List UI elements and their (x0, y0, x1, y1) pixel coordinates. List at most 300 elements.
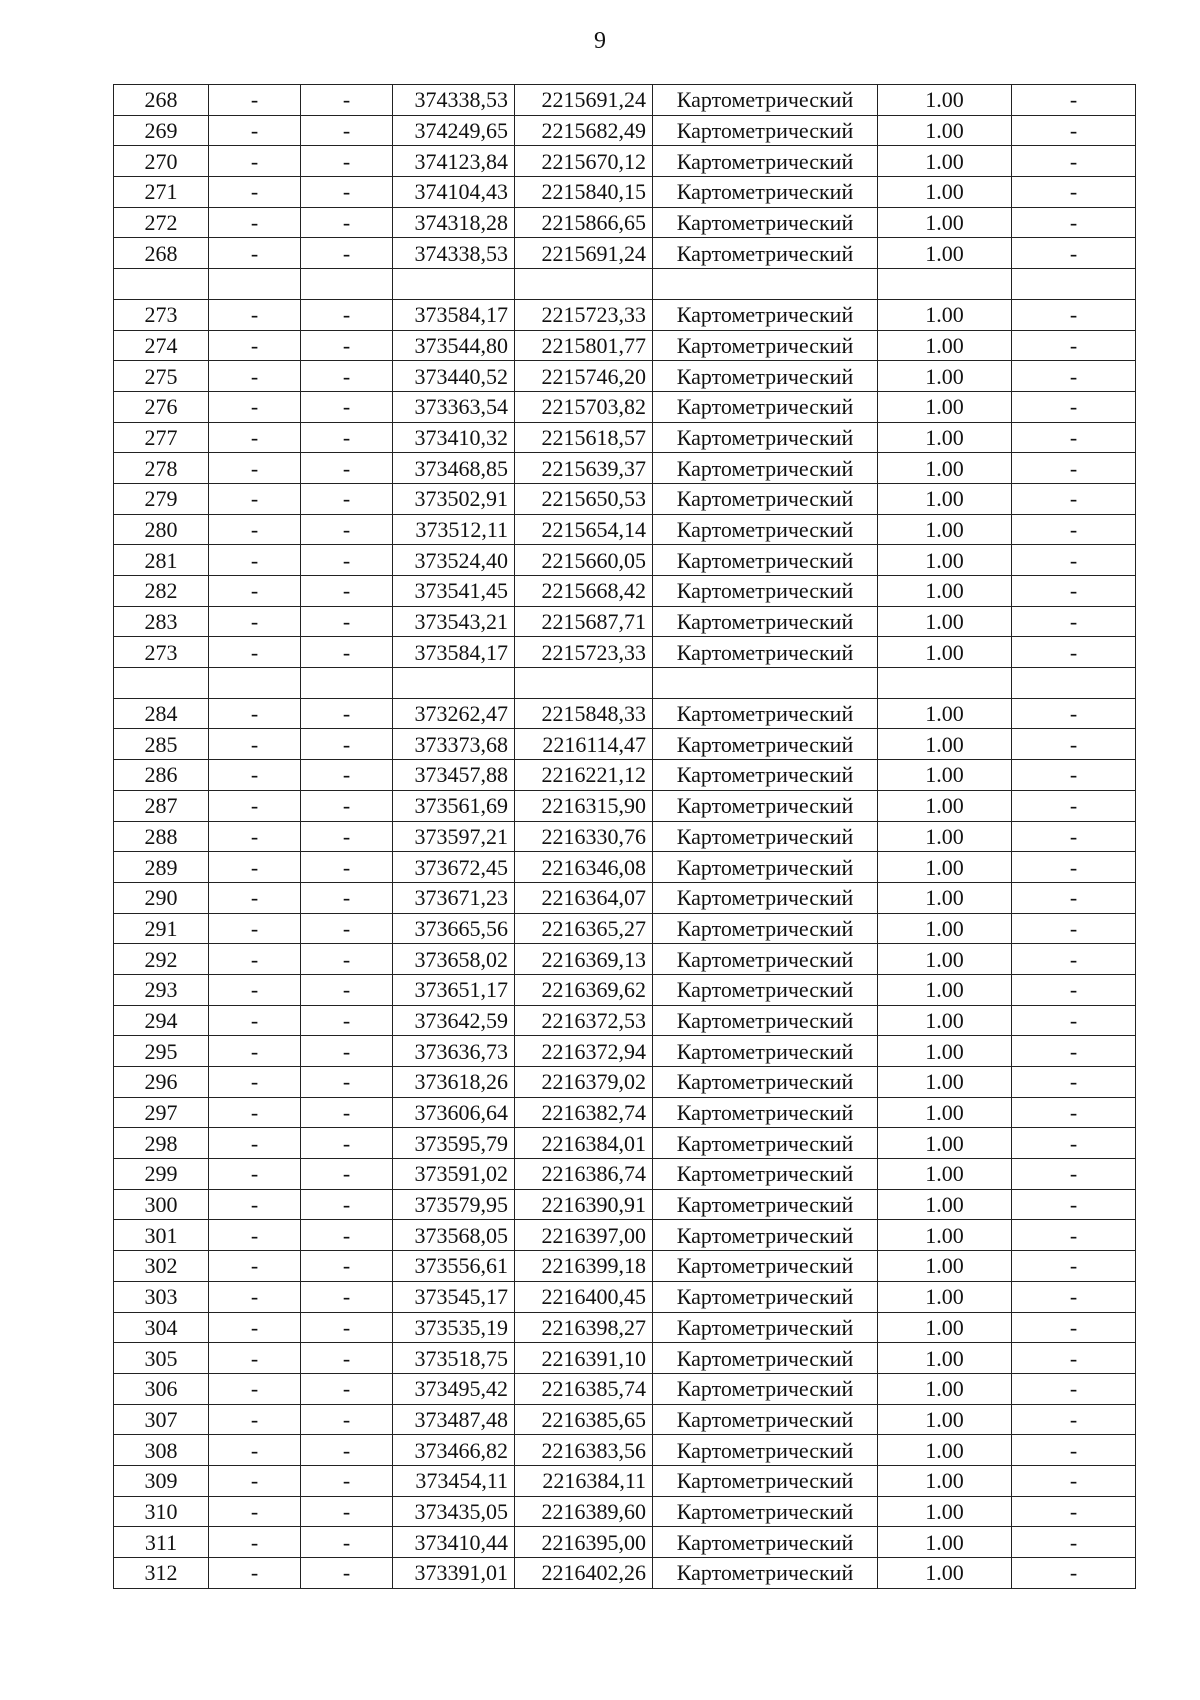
description-cell: - (1012, 1343, 1136, 1374)
point-number-cell: 298 (114, 1128, 209, 1159)
accuracy-cell: 1.00 (878, 1373, 1012, 1404)
description-cell: - (1012, 790, 1136, 821)
old-x-cell: - (209, 146, 301, 177)
accuracy-cell: 1.00 (878, 177, 1012, 208)
old-y-cell: - (301, 1373, 393, 1404)
accuracy-cell: 1.00 (878, 207, 1012, 238)
table-row (114, 637, 1136, 668)
table-row (114, 913, 1136, 944)
accuracy-cell: 1.00 (878, 852, 1012, 883)
y-coordinate-cell: 2216389,60 (515, 1496, 653, 1527)
y-coordinate-cell: 2216372,53 (515, 1005, 653, 1036)
description-cell: - (1012, 1281, 1136, 1312)
y-coordinate-cell: 2216372,94 (515, 1036, 653, 1067)
old-x-cell: - (209, 330, 301, 361)
point-number-cell: 271 (114, 177, 209, 208)
coordinates-table (113, 84, 1136, 1589)
table-spacer-row (114, 269, 1136, 300)
x-coordinate-cell: 373543,21 (393, 606, 515, 637)
description-cell: - (1012, 576, 1136, 607)
method-cell: Картометрический (653, 1404, 878, 1435)
y-coordinate-cell: 2216330,76 (515, 821, 653, 852)
x-coordinate-cell: 373672,45 (393, 852, 515, 883)
old-x-cell: - (209, 576, 301, 607)
description-cell: - (1012, 453, 1136, 484)
point-number-cell: 288 (114, 821, 209, 852)
coordinates-table-body (114, 85, 1136, 1589)
accuracy-cell: 1.00 (878, 1404, 1012, 1435)
y-coordinate-cell: 2216385,65 (515, 1404, 653, 1435)
point-number-cell: 268 (114, 85, 209, 116)
y-coordinate-cell (515, 668, 653, 699)
old-y-cell: - (301, 545, 393, 576)
x-coordinate-cell: 373512,11 (393, 514, 515, 545)
point-number-cell: 295 (114, 1036, 209, 1067)
table-row (114, 1159, 1136, 1190)
description-cell: - (1012, 422, 1136, 453)
table-row (114, 882, 1136, 913)
x-coordinate-cell: 373545,17 (393, 1281, 515, 1312)
method-cell: Картометрический (653, 698, 878, 729)
old-y-cell: - (301, 177, 393, 208)
method-cell: Картометрический (653, 1036, 878, 1067)
table-row (114, 1558, 1136, 1589)
x-coordinate-cell: 373363,54 (393, 391, 515, 422)
old-x-cell: - (209, 1527, 301, 1558)
table-row (114, 115, 1136, 146)
y-coordinate-cell: 2215866,65 (515, 207, 653, 238)
description-cell: - (1012, 391, 1136, 422)
old-x-cell: - (209, 453, 301, 484)
accuracy-cell: 1.00 (878, 1435, 1012, 1466)
old-y-cell: - (301, 1220, 393, 1251)
description-cell: - (1012, 1036, 1136, 1067)
old-x-cell: - (209, 1005, 301, 1036)
x-coordinate-cell: 373665,56 (393, 913, 515, 944)
description-cell: - (1012, 913, 1136, 944)
point-number-cell: 279 (114, 483, 209, 514)
x-coordinate-cell (393, 269, 515, 300)
old-x-cell: - (209, 1251, 301, 1282)
table-row (114, 1404, 1136, 1435)
y-coordinate-cell: 2216391,10 (515, 1343, 653, 1374)
x-coordinate-cell: 373584,17 (393, 637, 515, 668)
old-y-cell: - (301, 422, 393, 453)
accuracy-cell: 1.00 (878, 944, 1012, 975)
y-coordinate-cell: 2215840,15 (515, 177, 653, 208)
method-cell: Картометрический (653, 1343, 878, 1374)
y-coordinate-cell: 2215639,37 (515, 453, 653, 484)
old-x-cell: - (209, 944, 301, 975)
point-number-cell: 278 (114, 453, 209, 484)
method-cell: Картометрический (653, 422, 878, 453)
description-cell: - (1012, 1189, 1136, 1220)
point-number-cell (114, 668, 209, 699)
y-coordinate-cell: 2215691,24 (515, 238, 653, 269)
method-cell: Картометрический (653, 974, 878, 1005)
point-number-cell: 301 (114, 1220, 209, 1251)
accuracy-cell: 1.00 (878, 299, 1012, 330)
old-x-cell: - (209, 207, 301, 238)
accuracy-cell: 1.00 (878, 1220, 1012, 1251)
description-cell: - (1012, 207, 1136, 238)
old-y-cell: - (301, 1496, 393, 1527)
y-coordinate-cell: 2216390,91 (515, 1189, 653, 1220)
y-coordinate-cell: 2215682,49 (515, 115, 653, 146)
table-row (114, 1005, 1136, 1036)
accuracy-cell: 1.00 (878, 821, 1012, 852)
description-cell: - (1012, 729, 1136, 760)
method-cell: Картометрический (653, 514, 878, 545)
old-y-cell: - (301, 1435, 393, 1466)
method-cell: Картометрический (653, 1496, 878, 1527)
old-x-cell: - (209, 1097, 301, 1128)
table-row (114, 729, 1136, 760)
y-coordinate-cell: 2215654,14 (515, 514, 653, 545)
point-number-cell: 308 (114, 1435, 209, 1466)
old-x-cell: - (209, 1312, 301, 1343)
point-number-cell: 269 (114, 115, 209, 146)
x-coordinate-cell: 373524,40 (393, 545, 515, 576)
accuracy-cell: 1.00 (878, 1343, 1012, 1374)
point-number-cell: 289 (114, 852, 209, 883)
method-cell: Картометрический (653, 637, 878, 668)
old-x-cell: - (209, 1404, 301, 1435)
y-coordinate-cell: 2216384,01 (515, 1128, 653, 1159)
y-coordinate-cell: 2216221,12 (515, 760, 653, 791)
old-y-cell: - (301, 299, 393, 330)
description-cell: - (1012, 1067, 1136, 1098)
old-y-cell: - (301, 1558, 393, 1589)
accuracy-cell: 1.00 (878, 729, 1012, 760)
table-row (114, 1527, 1136, 1558)
table-row (114, 944, 1136, 975)
y-coordinate-cell: 2216369,62 (515, 974, 653, 1005)
x-coordinate-cell: 373518,75 (393, 1343, 515, 1374)
method-cell: Картометрический (653, 606, 878, 637)
old-x-cell: - (209, 361, 301, 392)
description-cell: - (1012, 698, 1136, 729)
x-coordinate-cell: 373373,68 (393, 729, 515, 760)
description-cell: - (1012, 238, 1136, 269)
method-cell: Картометрический (653, 1128, 878, 1159)
old-y-cell: - (301, 637, 393, 668)
old-y-cell: - (301, 207, 393, 238)
x-coordinate-cell: 374338,53 (393, 85, 515, 116)
table-row (114, 330, 1136, 361)
old-x-cell: - (209, 1558, 301, 1589)
accuracy-cell: 1.00 (878, 1465, 1012, 1496)
x-coordinate-cell: 373454,11 (393, 1465, 515, 1496)
description-cell: - (1012, 545, 1136, 576)
method-cell: Картометрический (653, 177, 878, 208)
description-cell: - (1012, 85, 1136, 116)
table-row (114, 576, 1136, 607)
table-row (114, 1220, 1136, 1251)
x-coordinate-cell: 374249,65 (393, 115, 515, 146)
point-number-cell: 283 (114, 606, 209, 637)
point-number-cell: 296 (114, 1067, 209, 1098)
old-y-cell: - (301, 1128, 393, 1159)
old-y-cell: - (301, 1527, 393, 1558)
old-x-cell: - (209, 422, 301, 453)
method-cell: Картометрический (653, 1527, 878, 1558)
old-y-cell: - (301, 821, 393, 852)
old-y-cell: - (301, 1404, 393, 1435)
point-number-cell: 303 (114, 1281, 209, 1312)
point-number-cell: 312 (114, 1558, 209, 1589)
point-number-cell: 273 (114, 637, 209, 668)
x-coordinate-cell: 373658,02 (393, 944, 515, 975)
method-cell: Картометрический (653, 1097, 878, 1128)
x-coordinate-cell: 373595,79 (393, 1128, 515, 1159)
y-coordinate-cell: 2216384,11 (515, 1465, 653, 1496)
accuracy-cell: 1.00 (878, 1097, 1012, 1128)
accuracy-cell: 1.00 (878, 882, 1012, 913)
y-coordinate-cell: 2216114,47 (515, 729, 653, 760)
accuracy-cell: 1.00 (878, 146, 1012, 177)
description-cell: - (1012, 1005, 1136, 1036)
x-coordinate-cell: 373435,05 (393, 1496, 515, 1527)
accuracy-cell: 1.00 (878, 85, 1012, 116)
y-coordinate-cell: 2216379,02 (515, 1067, 653, 1098)
y-coordinate-cell: 2216364,07 (515, 882, 653, 913)
description-cell: - (1012, 1527, 1136, 1558)
table-row (114, 207, 1136, 238)
accuracy-cell: 1.00 (878, 1159, 1012, 1190)
point-number-cell: 270 (114, 146, 209, 177)
method-cell: Картометрический (653, 790, 878, 821)
table-spacer-row (114, 668, 1136, 699)
y-coordinate-cell: 2215668,42 (515, 576, 653, 607)
accuracy-cell: 1.00 (878, 1251, 1012, 1282)
method-cell: Картометрический (653, 1251, 878, 1282)
accuracy-cell: 1.00 (878, 514, 1012, 545)
x-coordinate-cell: 373618,26 (393, 1067, 515, 1098)
point-number-cell: 311 (114, 1527, 209, 1558)
x-coordinate-cell: 373541,45 (393, 576, 515, 607)
description-cell: - (1012, 299, 1136, 330)
y-coordinate-cell: 2216395,00 (515, 1527, 653, 1558)
accuracy-cell: 1.00 (878, 1281, 1012, 1312)
point-number-cell: 276 (114, 391, 209, 422)
method-cell: Картометрический (653, 545, 878, 576)
method-cell: Картометрический (653, 913, 878, 944)
y-coordinate-cell: 2215801,77 (515, 330, 653, 361)
old-x-cell: - (209, 882, 301, 913)
old-y-cell: - (301, 882, 393, 913)
table-row (114, 361, 1136, 392)
x-coordinate-cell: 374318,28 (393, 207, 515, 238)
old-y-cell: - (301, 576, 393, 607)
old-y-cell: - (301, 1036, 393, 1067)
old-y-cell: - (301, 453, 393, 484)
old-y-cell: - (301, 146, 393, 177)
y-coordinate-cell: 2216382,74 (515, 1097, 653, 1128)
table-row (114, 545, 1136, 576)
description-cell: - (1012, 882, 1136, 913)
y-coordinate-cell: 2216369,13 (515, 944, 653, 975)
point-number-cell: 307 (114, 1404, 209, 1435)
table-row (114, 821, 1136, 852)
old-x-cell: - (209, 760, 301, 791)
y-coordinate-cell: 2216402,26 (515, 1558, 653, 1589)
point-number-cell: 302 (114, 1251, 209, 1282)
table-row (114, 760, 1136, 791)
description-cell: - (1012, 514, 1136, 545)
x-coordinate-cell: 373487,48 (393, 1404, 515, 1435)
old-y-cell: - (301, 1465, 393, 1496)
old-y-cell: - (301, 974, 393, 1005)
description-cell: - (1012, 1251, 1136, 1282)
point-number-cell: 309 (114, 1465, 209, 1496)
old-y-cell: - (301, 1251, 393, 1282)
x-coordinate-cell: 373671,23 (393, 882, 515, 913)
old-y-cell: - (301, 1097, 393, 1128)
point-number-cell: 282 (114, 576, 209, 607)
x-coordinate-cell: 373651,17 (393, 974, 515, 1005)
method-cell: Картометрический (653, 1312, 878, 1343)
old-x-cell (209, 668, 301, 699)
old-y-cell: - (301, 1281, 393, 1312)
y-coordinate-cell: 2215618,57 (515, 422, 653, 453)
method-cell: Картометрический (653, 146, 878, 177)
point-number-cell: 290 (114, 882, 209, 913)
old-y-cell: - (301, 85, 393, 116)
old-y-cell: - (301, 606, 393, 637)
x-coordinate-cell: 373262,47 (393, 698, 515, 729)
accuracy-cell: 1.00 (878, 1005, 1012, 1036)
description-cell: - (1012, 115, 1136, 146)
description-cell: - (1012, 361, 1136, 392)
description-cell: - (1012, 1373, 1136, 1404)
table-row (114, 1496, 1136, 1527)
accuracy-cell: 1.00 (878, 576, 1012, 607)
accuracy-cell: 1.00 (878, 391, 1012, 422)
x-coordinate-cell: 373568,05 (393, 1220, 515, 1251)
table-row (114, 1067, 1136, 1098)
old-y-cell: - (301, 330, 393, 361)
description-cell: - (1012, 1404, 1136, 1435)
point-number-cell: 293 (114, 974, 209, 1005)
table-row (114, 177, 1136, 208)
y-coordinate-cell: 2215746,20 (515, 361, 653, 392)
accuracy-cell: 1.00 (878, 637, 1012, 668)
old-y-cell: - (301, 1312, 393, 1343)
x-coordinate-cell: 373457,88 (393, 760, 515, 791)
x-coordinate-cell: 373495,42 (393, 1373, 515, 1404)
accuracy-cell: 1.00 (878, 115, 1012, 146)
old-x-cell: - (209, 698, 301, 729)
table-row (114, 790, 1136, 821)
table-row (114, 1465, 1136, 1496)
y-coordinate-cell: 2216365,27 (515, 913, 653, 944)
old-y-cell: - (301, 238, 393, 269)
old-x-cell: - (209, 637, 301, 668)
x-coordinate-cell: 373466,82 (393, 1435, 515, 1466)
point-number-cell: 272 (114, 207, 209, 238)
x-coordinate-cell: 373410,44 (393, 1527, 515, 1558)
old-y-cell: - (301, 1189, 393, 1220)
accuracy-cell: 1.00 (878, 974, 1012, 1005)
x-coordinate-cell: 373642,59 (393, 1005, 515, 1036)
accuracy-cell: 1.00 (878, 422, 1012, 453)
old-x-cell: - (209, 1036, 301, 1067)
y-coordinate-cell: 2216397,00 (515, 1220, 653, 1251)
table-row (114, 1097, 1136, 1128)
old-x-cell: - (209, 606, 301, 637)
accuracy-cell: 1.00 (878, 698, 1012, 729)
old-y-cell: - (301, 115, 393, 146)
old-y-cell: - (301, 483, 393, 514)
old-x-cell: - (209, 85, 301, 116)
point-number-cell: 304 (114, 1312, 209, 1343)
point-number-cell: 294 (114, 1005, 209, 1036)
x-coordinate-cell: 374123,84 (393, 146, 515, 177)
old-x-cell: - (209, 1189, 301, 1220)
old-x-cell: - (209, 1281, 301, 1312)
accuracy-cell: 1.00 (878, 1128, 1012, 1159)
description-cell: - (1012, 1128, 1136, 1159)
method-cell: Картометрический (653, 1373, 878, 1404)
point-number-cell: 310 (114, 1496, 209, 1527)
accuracy-cell: 1.00 (878, 330, 1012, 361)
table-row (114, 1189, 1136, 1220)
accuracy-cell: 1.00 (878, 1496, 1012, 1527)
x-coordinate-cell: 373440,52 (393, 361, 515, 392)
description-cell: - (1012, 974, 1136, 1005)
description-cell: - (1012, 177, 1136, 208)
old-x-cell: - (209, 115, 301, 146)
table-row (114, 453, 1136, 484)
accuracy-cell: 1.00 (878, 1558, 1012, 1589)
x-coordinate-cell: 373584,17 (393, 299, 515, 330)
method-cell: Картометрический (653, 85, 878, 116)
y-coordinate-cell: 2215723,33 (515, 637, 653, 668)
method-cell: Картометрический (653, 1159, 878, 1190)
old-x-cell: - (209, 974, 301, 1005)
old-x-cell: - (209, 299, 301, 330)
table-row (114, 85, 1136, 116)
old-x-cell: - (209, 790, 301, 821)
y-coordinate-cell: 2215650,53 (515, 483, 653, 514)
table-row (114, 299, 1136, 330)
old-x-cell: - (209, 1067, 301, 1098)
old-y-cell: - (301, 790, 393, 821)
y-coordinate-cell: 2216386,74 (515, 1159, 653, 1190)
point-number-cell: 268 (114, 238, 209, 269)
accuracy-cell: 1.00 (878, 790, 1012, 821)
old-y-cell: - (301, 913, 393, 944)
old-y-cell: - (301, 1005, 393, 1036)
description-cell: - (1012, 1097, 1136, 1128)
y-coordinate-cell: 2216400,45 (515, 1281, 653, 1312)
old-x-cell: - (209, 177, 301, 208)
point-number-cell: 292 (114, 944, 209, 975)
accuracy-cell: 1.00 (878, 1189, 1012, 1220)
method-cell: Картометрический (653, 1189, 878, 1220)
table-row (114, 1312, 1136, 1343)
point-number-cell: 281 (114, 545, 209, 576)
method-cell: Картометрический (653, 1067, 878, 1098)
x-coordinate-cell (393, 668, 515, 699)
method-cell: Картометрический (653, 1465, 878, 1496)
method-cell: Картометрический (653, 1281, 878, 1312)
accuracy-cell: 1.00 (878, 483, 1012, 514)
accuracy-cell: 1.00 (878, 913, 1012, 944)
method-cell: Картометрический (653, 1558, 878, 1589)
method-cell: Картометрический (653, 1220, 878, 1251)
